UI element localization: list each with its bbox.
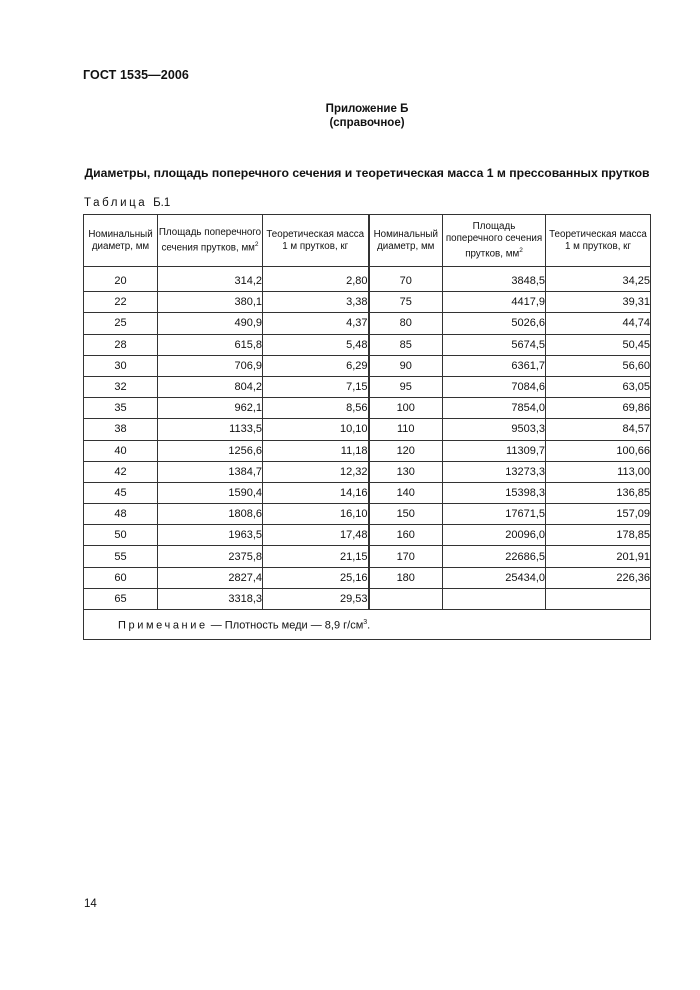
table-cell-m2: 39,31: [546, 292, 651, 313]
table-cell-a1: 2827,4: [158, 567, 263, 588]
table-cell-a2: 7084,6: [443, 376, 546, 397]
table-cell-m1: 3,38: [263, 292, 369, 313]
col-header-area-2: [443, 215, 546, 267]
col-header-area-text-2: Площадь поперечного сечения прутков, мм: [445, 220, 543, 260]
table-label-number: Б.1: [153, 197, 171, 209]
table-cell-a2: 17671,5: [443, 504, 546, 525]
table-cell-d1: 20: [84, 267, 158, 292]
col-header-area-unit-sup: 2: [254, 240, 259, 248]
table-cell-a1: 1808,6: [158, 504, 263, 525]
table-note-row: [84, 610, 651, 640]
table-cell-d1: 40: [84, 440, 158, 461]
table-cell-d1: 28: [84, 334, 158, 355]
col-header-diameter-2: Номинальный диаметр, мм: [369, 215, 443, 267]
page-number: 14: [84, 898, 97, 910]
table-cell-a1: 1590,4: [158, 482, 263, 503]
table-cell-m2: 84,57: [546, 419, 651, 440]
table-cell-d2: 140: [369, 482, 443, 503]
table-cell-a2: 7854,0: [443, 398, 546, 419]
table-cell-a2: 3848,5: [443, 267, 546, 292]
table-cell-d1: 65: [84, 588, 158, 609]
table-row: [84, 398, 651, 419]
table-cell-a2: 22686,5: [443, 546, 546, 567]
table-cell-a1: 962,1: [158, 398, 263, 419]
table-cell-a2: 11309,7: [443, 440, 546, 461]
table-row: [84, 313, 651, 334]
table-cell-m1: 25,16: [263, 567, 369, 588]
table-header-row: [84, 215, 651, 267]
table-row: [84, 461, 651, 482]
table-cell-m2: 34,25: [546, 267, 651, 292]
table-cell-d2: 160: [369, 525, 443, 546]
table-cell-d2: 75: [369, 292, 443, 313]
document-code: ГОСТ 1535—2006: [83, 68, 189, 82]
note-unit-sup: 3: [363, 619, 368, 626]
table-cell-a2: 13273,3: [443, 461, 546, 482]
table-cell-d2: 170: [369, 546, 443, 567]
table-cell-m1: 4,37: [263, 313, 369, 334]
table-row: [84, 355, 651, 376]
table-cell-m1: 16,10: [263, 504, 369, 525]
table-body: [84, 267, 651, 610]
table-cell-a1: 3318,3: [158, 588, 263, 609]
table-cell-d1: 50: [84, 525, 158, 546]
table-cell-m1: 21,15: [263, 546, 369, 567]
note-end: .: [367, 619, 371, 632]
table-cell-a2: 6361,7: [443, 355, 546, 376]
table-label-word: Таблица: [84, 197, 148, 209]
table-row: [84, 482, 651, 503]
table-cell-m2: 136,85: [546, 482, 651, 503]
table-cell-d2: 150: [369, 504, 443, 525]
table-cell-m1: 6,29: [263, 355, 369, 376]
table-cell-m1: 10,10: [263, 419, 369, 440]
table-cell-a1: 314,2: [158, 267, 263, 292]
table-row: [84, 376, 651, 397]
note-label: Примечание: [118, 619, 208, 632]
table-cell-d1: 38: [84, 419, 158, 440]
table-row: [84, 546, 651, 567]
table-cell-m1: 17,48: [263, 525, 369, 546]
table-cell-a2: 5026,6: [443, 313, 546, 334]
table-cell-m2: 63,05: [546, 376, 651, 397]
table-cell-d1: 35: [84, 398, 158, 419]
table-cell-m1: 2,80: [263, 267, 369, 292]
table-cell-a2: 15398,3: [443, 482, 546, 503]
table-cell-m2: [546, 588, 651, 609]
table-note: [84, 610, 651, 640]
table-row: [84, 588, 651, 609]
table-row: [84, 504, 651, 525]
table-cell-d1: 22: [84, 292, 158, 313]
table-cell-a2: 20096,0: [443, 525, 546, 546]
col-header-mass: Теоретическая масса 1 м прутков, кг: [263, 215, 369, 267]
table-cell-d1: 45: [84, 482, 158, 503]
table-cell-m2: 44,74: [546, 313, 651, 334]
table-row: [84, 525, 651, 546]
table-cell-a1: 380,1: [158, 292, 263, 313]
table-cell-a1: 2375,8: [158, 546, 263, 567]
col-header-area-text: Площадь поперечного сечения прутков, мм: [158, 226, 262, 254]
table-cell-m2: 56,60: [546, 355, 651, 376]
table-cell-a1: 1133,5: [158, 419, 263, 440]
table-cell-m1: 8,56: [263, 398, 369, 419]
table-cell-a2: 25434,0: [443, 567, 546, 588]
table-cell-m2: 201,91: [546, 546, 651, 567]
table-cell-d1: 30: [84, 355, 158, 376]
appendix-title: Приложение Б: [325, 103, 409, 115]
table-cell-a2: 9503,3: [443, 419, 546, 440]
table-cell-a2: 5674,5: [443, 334, 546, 355]
appendix-heading: [0, 102, 700, 130]
table-cell-a2: 4417,9: [443, 292, 546, 313]
table-cell-d1: 25: [84, 313, 158, 334]
table-cell-d2: 110: [369, 419, 443, 440]
table-cell-a1: 1256,6: [158, 440, 263, 461]
table-row: [84, 267, 651, 292]
table-cell-d1: 42: [84, 461, 158, 482]
note-text: — Плотность меди — 8,9 г/см: [207, 619, 364, 632]
table-cell-m2: 226,36: [546, 567, 651, 588]
table-cell-m2: 100,66: [546, 440, 651, 461]
table-cell-d2: 95: [369, 376, 443, 397]
appendix-type: (справочное): [329, 117, 405, 129]
table-cell-m2: 50,45: [546, 334, 651, 355]
table-row: [84, 292, 651, 313]
table-cell-d1: 48: [84, 504, 158, 525]
table-cell-a1: 490,9: [158, 313, 263, 334]
table-cell-m2: 113,00: [546, 461, 651, 482]
table-cell-d1: 32: [84, 376, 158, 397]
table-cell-a1: 706,9: [158, 355, 263, 376]
table-cell-d2: 180: [369, 567, 443, 588]
table-row: [84, 419, 651, 440]
table-cell-a1: 1384,7: [158, 461, 263, 482]
col-header-area: [158, 215, 263, 267]
table-cell-a2: [443, 588, 546, 609]
table-cell-a1: 615,8: [158, 334, 263, 355]
table-cell-m1: 11,18: [263, 440, 369, 461]
table-cell-d2: [369, 588, 443, 609]
table-cell-d2: 90: [369, 355, 443, 376]
table-cell-m1: 5,48: [263, 334, 369, 355]
table-cell-d2: 130: [369, 461, 443, 482]
table-cell-m2: 157,09: [546, 504, 651, 525]
table-cell-m2: 69,86: [546, 398, 651, 419]
table-heading: Диаметры, площадь поперечного сечения и теоретическая масса 1 м прессованных прутков: [84, 166, 650, 180]
col-header-mass-2: Теоретическая масса 1 м прутков, кг: [546, 215, 651, 267]
table-row: [84, 334, 651, 355]
table-cell-d1: 55: [84, 546, 158, 567]
table-cell-a1: 804,2: [158, 376, 263, 397]
table-cell-a1: 1963,5: [158, 525, 263, 546]
table-cell-m1: 14,16: [263, 482, 369, 503]
table-row: [84, 440, 651, 461]
table-cell-m1: 12,32: [263, 461, 369, 482]
col-header-diameter: Номинальный диаметр, мм: [84, 215, 158, 267]
data-table: [83, 214, 651, 640]
table-cell-m1: 7,15: [263, 376, 369, 397]
table-label: [84, 197, 170, 209]
table-cell-m2: 178,85: [546, 525, 651, 546]
col-header-area-unit-sup-2: 2: [519, 246, 523, 254]
table-cell-d2: 80: [369, 313, 443, 334]
table-cell-d2: 120: [369, 440, 443, 461]
table-cell-d2: 100: [369, 398, 443, 419]
table-row: [84, 567, 651, 588]
table-cell-d1: 60: [84, 567, 158, 588]
table-cell-d2: 70: [369, 267, 443, 292]
table-cell-d2: 85: [369, 334, 443, 355]
table-cell-m1: 29,53: [263, 588, 369, 609]
